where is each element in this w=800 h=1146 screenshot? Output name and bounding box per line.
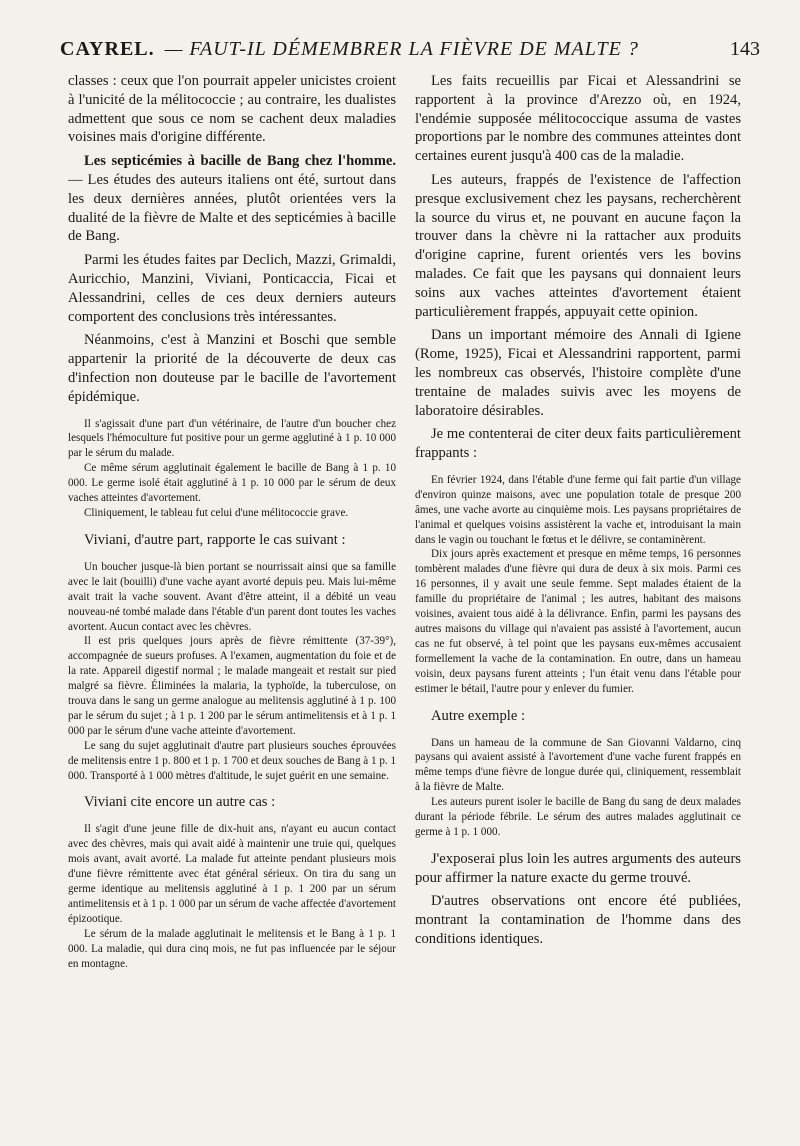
small-paragraph: Ce même sérum agglutinait également le bacille de Bang à 1 p. 10 000. Le germe isolé était agglutiné à 1 p. 10 000 par le sérum de deux vaches atteintes d'avortement. xyxy=(68,462,396,505)
paragraph: Les auteurs, frappés de l'existence de l'affection presque exclusivement chez les paysans, recherchèrent la source du virus et, ne pouvant en aucune façon la trouver dans la chèvre ni la rattacher aux produits d'origine caprine, furent orientés vers les bovins malades. Ce fait que les paysans qui donnaient leurs soins aux vaches atteintes d'avortement étaient particulièrement frappés, appuyait cette opinion. xyxy=(415,171,741,320)
small-paragraph: Il est pris quelques jours après de fièvre rémittente (37-39°), accompagnée de sueurs profuses. A l'examen, augmentation du foie et de la rate. Appareil digestif normal ; le malade mangeait et restait sur pied malgré sa fièvre. Éliminées la malaria, la typhoïde, la tuberculose, on trouva dans le sang un germe analogue au melitensis agglutiné à 1 p. 100 par le sérum du sujet ; à 1 p. 1 200 par le sérum antimelitensis et à 1 p. 1 000 par le sérum d'une vache atteinte d'avortement. xyxy=(68,635,396,737)
paragraph: D'autres observations ont encore été publiées, montrant la contamination de l'homme dans des conditions identiques. xyxy=(415,893,741,948)
paragraph: Je me contenterai de citer deux faits particulièrement frappants : xyxy=(415,426,741,462)
case-block-valdarno xyxy=(415,736,741,840)
paragraph: Parmi les études faites par Declich, Mazzi, Grimaldi, Auricchio, Manzini, Viviani, Ponticaccia, Ficai et Alessandrini, celles de ces deux derniers auteurs comportent des conclusions très intéressantes. xyxy=(68,252,396,325)
section-text: — Les études des auteurs italiens ont été, surtout dans les deux dernières années, plutôt orientées vers la dualité de la fièvre de Malte et des septicémies à bacille de Bang. xyxy=(68,171,396,245)
small-paragraph: Le sang du sujet agglutinait d'autre part plusieurs souches éprouvées de melitensis entre 1 p. 800 et 1 p. 1 700 et deux souches de Bang à 1 p. 1 000. Transporté à 1 000 mètres d'altitude, le sujet guérit en une semaine. xyxy=(68,739,396,782)
subheading-viviani-2: Viviani cite encore un autre cas : xyxy=(84,794,276,811)
case-block-viviani-2 xyxy=(68,822,396,971)
case-block-manzini xyxy=(68,417,396,521)
paragraph: Dans un important mémoire des Annali di Igiene (Rome, 1925), Ficai et Alessandrini rapportent, parmi les nombreux cas observés, l'histoire complète d'une trentaine de malades suivis avec les moyens de laboratoire désirables. xyxy=(415,327,741,419)
small-paragraph: Les auteurs purent isoler le bacille de Bang du sang de deux malades durant la période fébrile. Le sérum des autres malades agglutinait ce germe à 1 p. 1 000. xyxy=(415,796,741,838)
small-paragraph: Dix jours après exactement et presque en même temps, 16 personnes tombèrent malades d'une fièvre qui dura de deux à six mois. Parmi ces 16 personnes, il y avait une seule femme. Sept malades étaient de la famille du propriétaire de l'animal ; les autres, habitant des maisons voisines, avaient tous aidé à la délivrance. Enfin, parmi les paysans des autres maisons du village qui n'avaient pas assisté à l'avortement, aucun cas ne fut observé, à tel point que les paysans eux-mêmes accusaient formellement la vache de la contamination. En outre, dans un hameau voisin, deux paysans furent atteints ; l'un était venu dans l'étable pour estimer le bétail, l'autre pour y enlever du fumier. xyxy=(415,548,741,695)
header-author: CAYREL. xyxy=(60,38,155,60)
small-paragraph: Il s'agit d'une jeune fille de dix-huit ans, n'ayant eu aucun contact avec des chèvres, mais qui avait aidé à maintenir une truie qui, quelques mois avant, avait avorté. La malade fut atteinte pendant plusieurs mois d'une fièvre rémittente avec état général sérieux. On tira du sang un germe identique au melitensis agglutiné à 1 p. 1 200 par un sérum antimelitensis et à 1 p. 1 000 par un sérum de vache affectée d'avortement épizootique. xyxy=(68,823,396,925)
left-column xyxy=(68,72,396,982)
paragraph: Les faits recueillis par Ficai et Alessandrini se rapportent à la province d'Arezzo où, en 1924, l'endémie supposée mélitococcique assuma de vastes proportions par le nombre des communes atteintes dont certaines eurent jusqu'à 400 cas de la maladie. xyxy=(415,73,741,165)
paragraph: Néanmoins, c'est à Manzini et Boschi que semble appartenir la priorité de la découverte de deux cas d'infection non douteuse par le bacille de l'avortement épidémique. xyxy=(68,332,396,405)
header-title: — FAUT-IL DÉMEMBRER LA FIÈVRE DE MALTE ? xyxy=(164,38,639,60)
paragraph: J'exposerai plus loin les autres arguments des auteurs pour affirmer la nature exacte du germe trouvé. xyxy=(415,850,741,886)
page-number: 143 xyxy=(730,38,760,60)
right-column xyxy=(415,72,741,954)
small-paragraph: En février 1924, dans l'étable d'une ferme qui fait partie d'un village d'environ quinze maisons, avec une population totale de presque 200 âmes, une vache avorte au cinquième mois. Les paysans propriétaires de l'animal et quelques voisins assistèrent la vache et, introduisant la main dans le vagin ou touchant le fœtus et le délivre, se contaminèrent. xyxy=(415,473,741,546)
running-head xyxy=(60,38,760,64)
section-paragraph xyxy=(68,152,396,246)
subheading-viviani-1: Viviani, d'autre part, rapporte le cas suivant : xyxy=(84,531,346,548)
subheading-autre-exemple: Autre exemple : xyxy=(431,707,526,724)
case-block-arezzo xyxy=(415,473,741,697)
section-heading: Les septicémies à bacille de Bang chez l'homme. xyxy=(84,153,396,170)
small-paragraph: Le sérum de la malade agglutinait le melitensis et le Bang à 1 p. 1 000. La maladie, qui dura cinq mois, ne fut pas influencée par le séjour en montagne. xyxy=(68,927,396,970)
small-paragraph: Dans un hameau de la commune de San Giovanni Valdarno, cinq paysans qui avaient assisté à l'avortement d'une vache furent frappés en même temps d'une fièvre de longue durée qui, cliniquement, ressemblait à la fièvre de Malte. xyxy=(415,736,741,794)
paragraph: classes : ceux que l'on pourrait appeler unicistes croient à l'unicité de la mélitococcie ; au contraire, les dualistes admettent que sous ce nom se cachent deux maladies voisines mais d'origine différente. xyxy=(68,73,396,146)
case-block-viviani-1 xyxy=(68,560,396,784)
small-paragraph: Un boucher jusque-là bien portant se nourrissait ainsi que sa famille avec le lait (bouilli) d'une vache ayant avorté depuis peu. Mais lui-même avait trait la vache souvent. Avant d'être atteint, il a débité un veau nouveau-né tombé malade dans l'étable d'un parent dont toutes les vaches avortent. Aucun contact avec les chèvres. xyxy=(68,560,396,633)
small-paragraph: Cliniquement, le tableau fut celui d'une mélitococcie grave. xyxy=(84,506,349,519)
small-paragraph: Il s'agissait d'une part d'un vétérinaire, de l'autre d'un boucher chez lesquels l'hémoculture fut positive pour un germe agglutiné à 1 p. 10 000 par le sérum du malade. xyxy=(68,417,396,460)
